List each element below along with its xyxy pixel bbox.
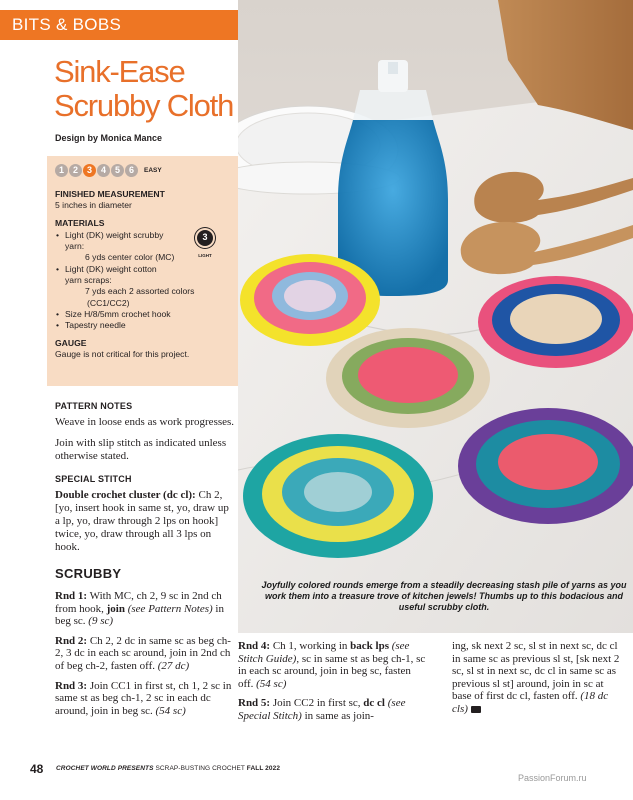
designer-prefix: Design by [55,133,101,143]
watermark: PassionForum.ru [518,773,587,783]
round-3: Rnd 3: Join CC1 in first st, ch 1, 2 sc in same st as beg ch-1, 2 sc in each dc around, join in beg sc. (54 sc) [55,679,232,717]
skill-level-6: 6 [125,164,138,177]
pattern-notes-heading: PATTERN NOTES [55,401,133,411]
instructions-column-3 [452,640,622,723]
designer-name: Monica Mance [100,133,163,143]
skill-level-5: 5 [111,164,124,177]
scrubby-cloth-3 [326,328,490,428]
round-1: Rnd 1: With MC, ch 2, 9 sc in 2nd ch from hook, join (see Pattern Notes) in beg sc. (9 sc) [55,590,224,628]
title-line-1: Sink-Ease [54,54,185,89]
skill-level-1: 1 [55,164,68,177]
round-4: Rnd 4: Ch 1, working in back lps (see Stitch Guide), sc in same st as beg ch-1, sc in each sc around, join in beg sc, fasten off. (54 sc) [238,640,426,690]
page-number: 48 [30,762,44,776]
pattern-note-1: Weave in loose ends as work progresses. [55,416,235,428]
title-line-2: Scrubby Cloth [54,88,234,123]
materials-list [55,230,238,332]
designer-credit [55,133,162,143]
scrubby-cloth-2 [478,276,633,368]
instructions-column-1 [55,590,235,724]
photo-caption: Joyfully colored rounds emerge from a steadily decreasing stash pile of yarns as you work them into a treasure trove of kitchen jewels! Thumbs up to this bodacious and useful scrubby cloth. [261,580,627,613]
yarn-ball-icon: 3 [197,230,213,246]
scrubby-cloth-5 [458,408,633,524]
material-item: • Size H/8/5mm crochet hook [55,309,238,320]
pattern-notes [55,401,235,563]
gauge-text: Gauge is not critical for this project. [55,348,190,359]
info-panel [47,156,238,386]
material-item: • Light (DK) weight scrubby yarn: 6 yds center color (MC) [55,230,238,264]
gauge-heading: GAUGE [55,337,87,348]
photo-illustration [238,0,633,633]
scrubby-cloth-1 [240,254,380,346]
section-banner: BITS & BOBS [0,10,238,40]
material-item: • Light (DK) weight cotton yarn scraps: 7 yds each 2 assorted colors (CC1/CC2) [55,264,238,309]
material-item: • Tapestry needle [55,320,238,331]
special-stitch-heading: SPECIAL STITCH [55,473,132,484]
round-5: Rnd 5: Join CC2 in first sc, dc cl (see Special Stitch) in same as join- [238,697,406,722]
skill-level-4: 4 [97,164,110,177]
instructions-column-2 [238,640,426,730]
publication-footer: CROCHET WORLD PRESENTS SCRAP-BUSTING CROCHET FALL 2022 [56,765,281,772]
yarn-weight-label: LIGHT [198,252,212,258]
page-title [54,55,234,123]
product-photo [238,0,633,633]
materials-heading: MATERIALS [55,217,105,228]
round-5-continued: ing, sk next 2 sc, sl st in next sc, dc cl in same sc as previous sl st, [sk next 2 sc, sl st in next sc, dc cl in same sc as previous sl st] around, join in sc at base of first dc cl, fasten off. (18 dc cls) [452,640,620,715]
special-stitch-text: Double crochet cluster (dc cl): Ch 2, [yo, insert hook in same st, yo, draw up a lp, yo, draw through 2 lps on hook] twice, yo, draw through all 3 lps on hook. [55,488,229,554]
skill-label: EASY [144,166,162,174]
finished-text: 5 inches in diameter [55,200,132,211]
skill-level-2: 2 [69,164,82,177]
scrubby-cloth-4 [243,434,433,558]
pattern-note-2: Join with slip stitch as indicated unless otherwise stated. [55,437,227,463]
round-2: Rnd 2: Ch 2, 2 dc in same sc as beg ch-2, 3 dc in each sc around, join in 2nd ch of beg ch-2, fasten off. (27 dc) [55,634,231,672]
skill-level [55,164,238,177]
skill-level-3: 3 [83,164,96,177]
end-of-pattern-icon [471,706,481,713]
finished-heading: FINISHED MEASUREMENT [55,189,165,199]
scrubby-heading: SCRUBBY [55,566,122,581]
